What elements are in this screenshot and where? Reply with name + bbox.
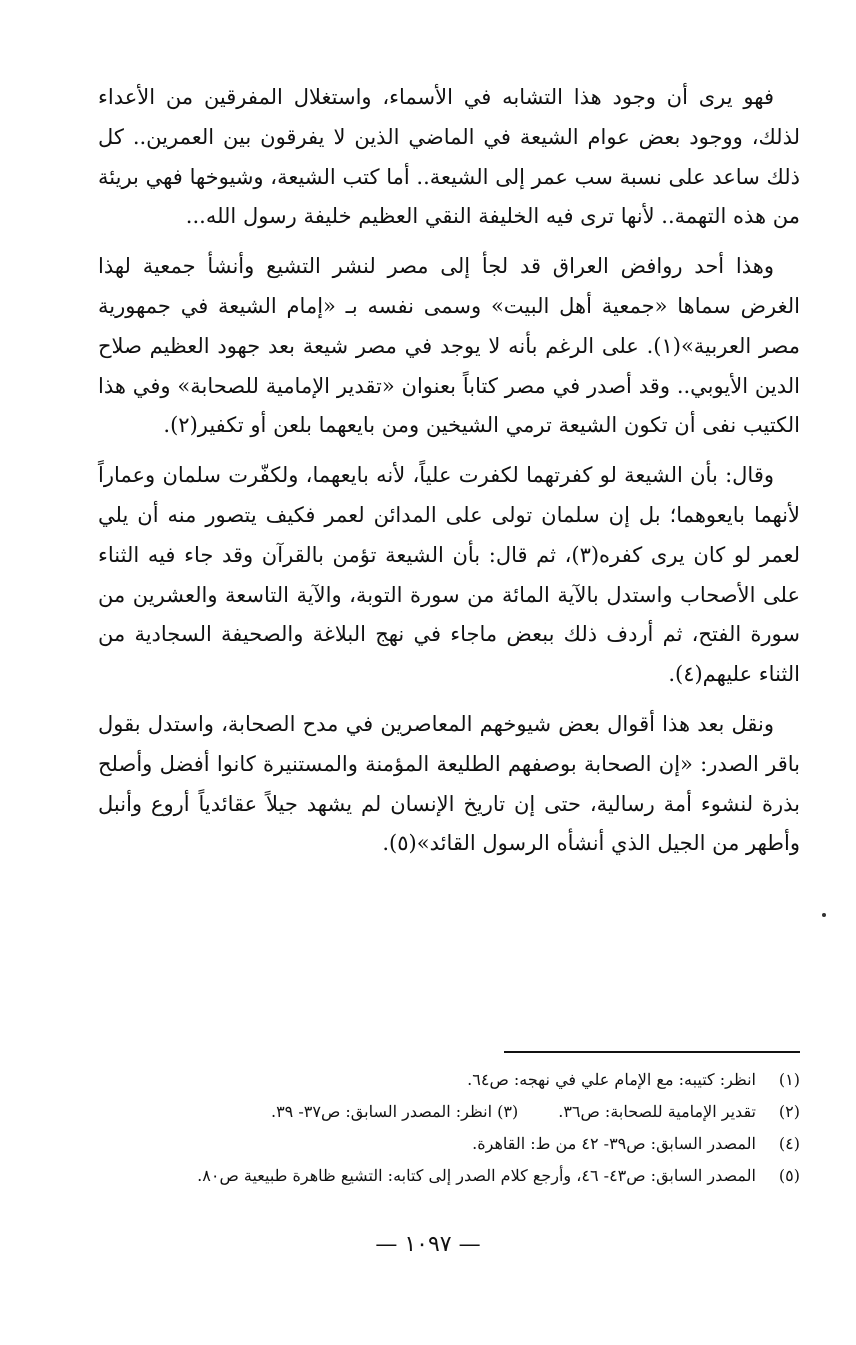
footnote-text-secondary: [271, 1096, 518, 1128]
scan-speck: [822, 913, 826, 917]
footnote-2-3: [98, 1096, 800, 1128]
paragraph-2: وهذا أحد روافض العراق قد لجأ إلى مصر لنشر التشيع وأنشأ جمعية لهذا الغرض سماها «جمعية أهل البيت» وسمى نفسه بـ «إمام الشيعة في جمهورية مصر العربية»(١). على الرغم بأنه لا يوجد في مصر شيعة بعد جهود العظيم صلاح الدين الأيوبي.. وقد أصدر في مصر كتاباً بعنوان «تقدير الإمامية للصحابة» وفي هذا الكتيب نفى أن تكون الشيعة ترمي الشيخين ومن بايعهما بلعن أو تكفير(٢).: [98, 254, 800, 438]
footnote-text: انظر: كتيبه: مع الإمام علي في نهجه: ص٦٤.: [467, 1070, 756, 1089]
footnote-5: [98, 1160, 800, 1192]
paragraph-4: ونقل بعد هذا أقوال بعض شيوخهم المعاصرين في مدح الصحابة، واستدل بقول باقر الصدر: «إن الصحابة بوصفهم الطليعة المؤمنة والمستنيرة كانوا أفضل وأصلح بذرة لنشوء أمة رسالية، حتى إن تاريخ الإنسان لم يشهد جيلاً عقائدياً أروع وأنبل وأطهر من الجيل الذي أنشأه الرسول القائد»(٥).: [98, 711, 800, 856]
footnote-text: المصدر السابق: ص٣٩- ٤٢ من ط: القاهرة.: [472, 1134, 756, 1153]
footnote-number: (٤): [778, 1134, 800, 1153]
footnote-4: [98, 1128, 800, 1160]
footnote-pair: [98, 1096, 756, 1128]
paragraph-1: فهو يرى أن وجود هذا التشابه في الأسماء، واستغلال المفرقين من الأعداء لذلك، ووجود بعض عوام الشيعة في الماضي الذين لا يفرقون بين العمرين.. كل ذلك ساعد على نسبة سب عمر إلى الشيعة.. أما كتب الشيعة، وشيوخها فهي بريئة من هذه التهمة.. لأنها ترى فيه الخليفة النقي العظيم خليفة رسول الله...: [98, 85, 800, 229]
footnotes: [98, 1064, 800, 1192]
footnote-separator: [504, 1051, 800, 1053]
footnote-number: (٣): [497, 1102, 519, 1121]
footnote-number: (١): [778, 1070, 800, 1089]
page-number: — ١٠٩٧ —: [375, 1232, 481, 1257]
footnote-1: [98, 1064, 800, 1096]
page-body: [98, 78, 800, 874]
footnote-number: (٢): [778, 1102, 800, 1121]
footnote-number: (٥): [778, 1166, 800, 1185]
footnote-text: تقدير الإمامية للصحابة: ص٣٦.: [558, 1102, 756, 1121]
footnote-text: انظر: المصدر السابق: ص٣٧- ٣٩.: [270, 1102, 493, 1121]
paragraph-3: وقال: بأن الشيعة لو كفرتهما لكفرت علياً، لأنه بايعهما، ولكفّرت سلمان وعماراً لأنهما بايعوهما؛ بل إن سلمان تولى على المدائن لعمر فكيف يتصور منه أن يلي لعمر لو كان يرى كفره(٣)، ثم قال: بأن الشيعة تؤمن بالقرآن وقد جاء فيه الثناء على الأصحاب واستدل بالآية المائة من سورة التوبة، والآية التاسعة والعشرين من سورة الفتح، ثم أردف ذلك ببعض ماجاء في نهج البلاغة والصحيفة السجادية من الثناء عليهم(٤).: [98, 463, 800, 687]
footnote-text: المصدر السابق: ص٤٣- ٤٦، وأرجع كلام الصدر إلى كتابه: التشيع ظاهرة طبيعية ص٨٠.: [197, 1166, 756, 1185]
